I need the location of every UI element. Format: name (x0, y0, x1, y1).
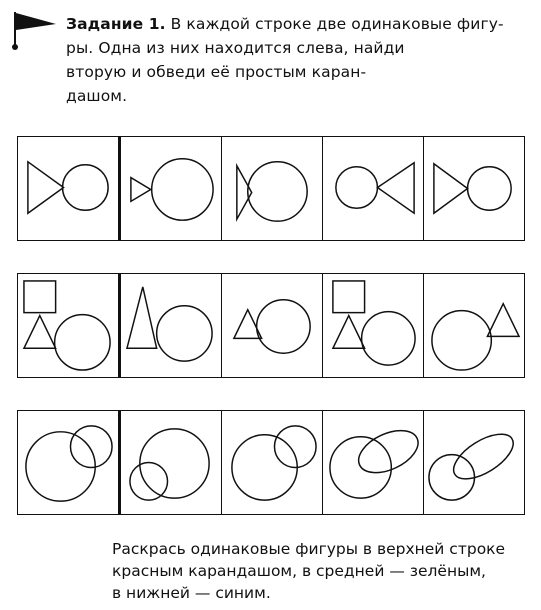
triangle-circle-figure (424, 137, 524, 240)
task-line-1 (66, 12, 536, 36)
task-line-3: вторую и обведи её простым каран- (66, 63, 367, 81)
small-triangle-large-circle-figure (121, 137, 221, 240)
footer-line-2: красным карандашом, в средней — зелёным, (112, 562, 486, 580)
task-line-4: дашом. (66, 87, 128, 105)
footer-line-1: Раскрась одинаковые фигуры в верхней строке (112, 540, 506, 558)
option-figure-cell[interactable] (120, 411, 221, 514)
sample-figure-cell[interactable] (18, 274, 120, 377)
large-small-circles-figure (121, 411, 221, 514)
sample-figure-cell[interactable] (18, 411, 120, 514)
triangle-circle-figure (18, 137, 118, 240)
circle-triangle-figure (424, 274, 524, 377)
triangle-circle-figure (222, 274, 322, 377)
option-figure-cell[interactable] (120, 137, 221, 240)
task-label: Задание 1. (66, 15, 166, 33)
option-figure-cell[interactable] (120, 274, 221, 377)
row-overlapping-circles (17, 410, 525, 515)
square-triangle-circle-figure (323, 274, 423, 377)
tall-triangle-circle-figure (121, 274, 221, 377)
row-square-triangle-circle (17, 273, 525, 378)
large-small-circles-figure (18, 411, 118, 514)
option-figure-cell[interactable] (322, 137, 423, 240)
option-figure-cell[interactable] (322, 411, 423, 514)
flag-icon (6, 8, 58, 54)
circle-triangle-figure (323, 137, 423, 240)
option-figure-cell[interactable] (423, 274, 524, 377)
triangle-inside-circle-figure (222, 137, 322, 240)
square-triangle-circle-figure (18, 274, 118, 377)
option-figure-cell[interactable] (423, 137, 524, 240)
large-small-circles-figure (222, 411, 322, 514)
task-line-1-text: В каждой строке две одинаковые фигу- (170, 15, 504, 33)
option-figure-cell[interactable] (322, 274, 423, 377)
footer-line-3: в нижней — синим. (112, 584, 271, 602)
option-figure-cell[interactable] (423, 411, 524, 514)
sample-figure-cell[interactable] (18, 137, 120, 240)
row-triangle-circle (17, 136, 525, 241)
option-figure-cell[interactable] (221, 411, 322, 514)
option-figure-cell[interactable] (221, 137, 322, 240)
task-line-2: ры. Одна из них находится слева, найди (66, 39, 405, 57)
circle-ellipse-figure (424, 411, 524, 514)
circle-ellipse-figure (323, 411, 423, 514)
option-figure-cell[interactable] (221, 274, 322, 377)
coloring-instructions (112, 538, 537, 604)
task-instructions (66, 12, 536, 108)
